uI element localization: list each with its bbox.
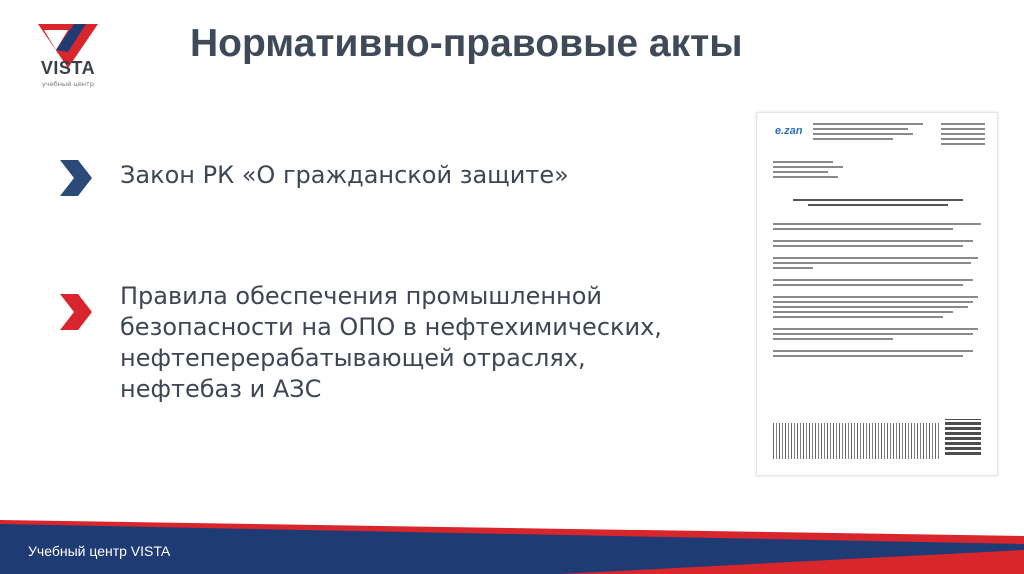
logo-subtitle: учебный центр (42, 80, 94, 88)
document-columns (773, 161, 983, 181)
chevron-bullet-icon (56, 158, 96, 198)
document-header-lines (813, 123, 933, 143)
list-item-text: Правила обеспечения промышленной (120, 282, 603, 310)
document-body (773, 223, 981, 360)
document-image (756, 112, 998, 476)
list-item (120, 160, 569, 191)
document-meta-lines (941, 123, 985, 148)
chevron-bullet-icon (56, 292, 96, 332)
logo-name: VISTA (40, 58, 96, 78)
list-item-text: нефтеперерабатывающей отраслях, (120, 344, 586, 372)
page-title: Нормативно-правовые акты (190, 22, 743, 65)
list-item-text: безопасности на ОПО в нефтехимических, (120, 313, 662, 341)
document-heading (793, 199, 963, 209)
document-barcode (773, 423, 939, 459)
list-item (120, 281, 760, 405)
document-qr-code (945, 419, 981, 455)
list-item-text: Закон РК «О гражданской защите» (120, 161, 569, 189)
footer-text: Учебный центр VISTA (28, 543, 171, 559)
document-logo: e.zan (775, 125, 803, 137)
list-item-text: нефтебаз и АЗС (120, 375, 322, 403)
